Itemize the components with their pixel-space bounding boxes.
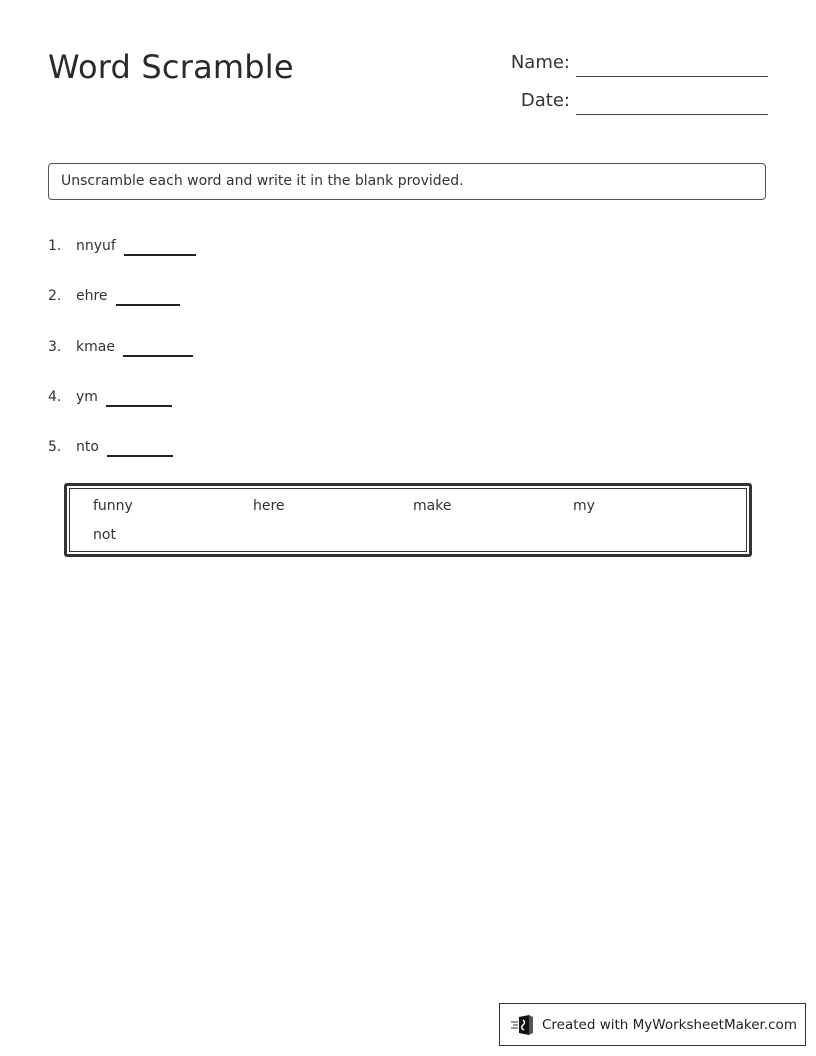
scrambled-word: nto (76, 439, 99, 455)
question-number: 2. (48, 288, 62, 304)
word-bank-item: here (253, 498, 285, 514)
scrambled-word: ym (76, 389, 98, 405)
answer-blank[interactable] (116, 304, 180, 306)
question-4 (48, 381, 172, 405)
word-bank-item: my (573, 498, 595, 514)
date-label: Date: (520, 90, 570, 111)
name-label: Name: (510, 52, 570, 73)
footer-text: Created with MyWorksheetMaker.com (542, 1016, 797, 1033)
scrambled-word: nnyuf (76, 238, 116, 254)
name-field[interactable] (576, 76, 768, 77)
footer-credit[interactable] (499, 1003, 806, 1046)
word-bank (64, 483, 752, 557)
question-number: 1. (48, 238, 62, 254)
scrambled-word: kmae (76, 339, 115, 355)
question-3 (48, 331, 193, 355)
word-bank-inner-border (69, 488, 747, 552)
answer-blank[interactable] (107, 455, 173, 457)
worksheet-maker-logo-icon (510, 1013, 536, 1037)
word-bank-item: not (93, 527, 116, 543)
question-number: 5. (48, 439, 62, 455)
question-5 (48, 431, 173, 455)
page-title: Word Scramble (48, 48, 294, 86)
word-bank-item: make (413, 498, 452, 514)
instructions-box (48, 163, 766, 200)
answer-blank[interactable] (106, 405, 172, 407)
question-1 (48, 230, 196, 254)
answer-blank[interactable] (123, 355, 193, 357)
date-field[interactable] (576, 114, 768, 115)
question-2 (48, 280, 180, 304)
instructions-text: Unscramble each word and write it in the blank provided. (61, 173, 464, 189)
word-bank-item: funny (93, 498, 133, 514)
answer-blank[interactable] (124, 254, 196, 256)
scrambled-word: ehre (76, 288, 108, 304)
question-number: 4. (48, 389, 62, 405)
question-number: 3. (48, 339, 62, 355)
